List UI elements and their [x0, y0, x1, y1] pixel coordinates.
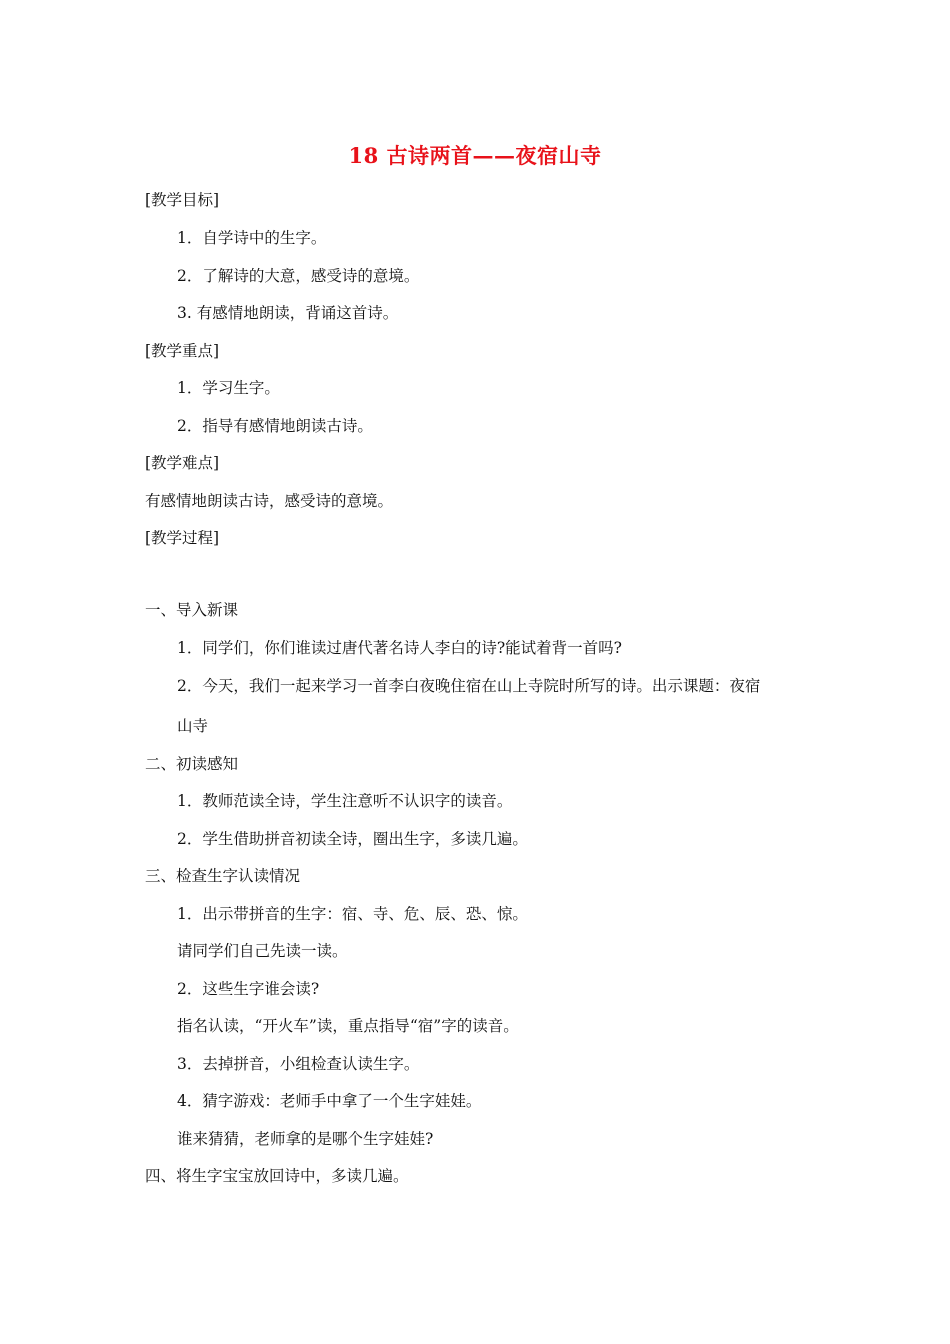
goals-heading: [教学目标]	[145, 191, 220, 209]
section-3-item-6: 4．猜字游戏：老师手中拿了一个生字娃娃。	[177, 1092, 482, 1110]
key-points-heading: [教学重点]	[145, 342, 220, 360]
section-3-item-4: 指名认读，“开火车”读，重点指导“宿”字的读音。	[177, 1017, 519, 1035]
section-1-item-2: 2．今天，我们一起来学习一首李白夜晚住宿在山上寺院时所写的诗。出示课题：夜宿	[177, 677, 761, 695]
key-point-item-1: 1．学习生字。	[177, 379, 280, 397]
section-3-item-3: 2．这些生字谁会读?	[177, 980, 320, 998]
goal-item-1: 1．自学诗中的生字。	[177, 229, 327, 247]
section-1-item-2-cont: 山寺	[177, 717, 209, 735]
section-3-item-7: 谁来猜猜，老师拿的是哪个生字娃娃?	[177, 1130, 434, 1148]
document-title: 18 古诗两首——夜宿山寺	[348, 143, 602, 168]
goal-item-2: 2．了解诗的大意，感受诗的意境。	[177, 267, 420, 285]
section-3-item-5: 3．去掉拼音，小组检查认读生字。	[177, 1055, 420, 1073]
difficulties-text: 有感情地朗读古诗，感受诗的意境。	[145, 492, 394, 510]
goal-item-3: 3. 有感情地朗读，背诵这首诗。	[177, 304, 399, 322]
section-3-item-2: 请同学们自己先读一读。	[177, 942, 348, 960]
difficulties-heading: [教学难点]	[145, 454, 220, 472]
section-2-heading: 二、初读感知	[145, 755, 239, 773]
section-2-item-2: 2．学生借助拼音初读全诗，圈出生字，多读几遍。	[177, 830, 528, 848]
section-3-heading: 三、检查生字认读情况	[145, 867, 301, 885]
process-heading: [教学过程]	[145, 529, 220, 547]
section-3-item-1: 1．出示带拼音的生字：宿、寺、危、辰、恐、惊。	[177, 905, 528, 923]
section-4-heading: 四、将生字宝宝放回诗中，多读几遍。	[145, 1167, 409, 1185]
section-1-item-1: 1．同学们，你们谁读过唐代著名诗人李白的诗?能试着背一首吗?	[177, 639, 622, 657]
key-point-item-2: 2．指导有感情地朗读古诗。	[177, 417, 373, 435]
section-2-item-1: 1．教师范读全诗，学生注意听不认识字的读音。	[177, 792, 513, 810]
section-1-heading: 一、导入新课	[145, 601, 239, 619]
